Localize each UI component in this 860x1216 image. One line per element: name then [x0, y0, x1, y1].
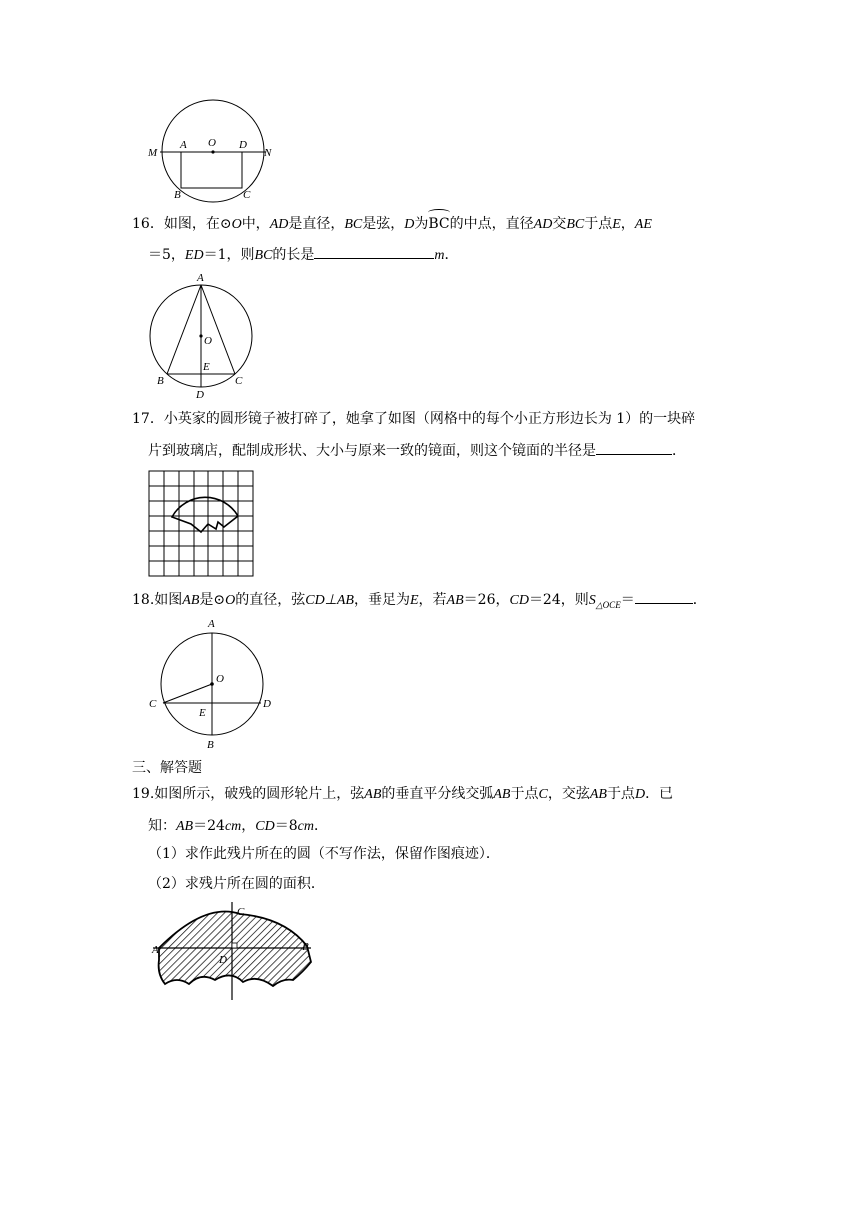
label-A: A [152, 944, 159, 956]
label-O: O [208, 137, 216, 149]
label-A: A [197, 272, 204, 284]
label-E: E [199, 707, 206, 719]
question-17-line1: 17．小英家的圆形镜子被打碎了，她拿了如图（网格中的每个小正方形边长为 1）的一块碎 [132, 411, 696, 427]
arc-bc: BC [428, 216, 450, 232]
question-16-line1: 16．如图，在⊙O中，AD是直径，BC是弦，D为BC的中点，直径AD交BC于点E，AE [132, 216, 652, 232]
label-C: C [149, 698, 157, 710]
question-19-part2: （2）求残片所在圆的面积． [148, 876, 325, 892]
answer-blank-16[interactable] [314, 244, 434, 259]
label-C: C [243, 189, 251, 201]
label-D: D [239, 139, 247, 151]
answer-blank-17[interactable] [596, 440, 672, 455]
question-16-line2: ＝5，ED＝1，则BC的长是 m． [148, 244, 459, 266]
label-D: D [219, 954, 227, 966]
label-O: O [216, 673, 224, 685]
label-D: D [263, 698, 271, 710]
label-M: M [148, 147, 158, 159]
figure-15-circle [140, 96, 280, 206]
label-N: N [264, 147, 272, 159]
label-E: E [203, 361, 210, 373]
label-A: A [180, 139, 187, 151]
question-19-part1: （1）求作此残片所在的圆（不写作法，保留作图痕迹）． [148, 846, 500, 862]
label-D: D [196, 389, 204, 401]
figure-18-circle [140, 614, 280, 754]
label-B: B [207, 739, 214, 751]
question-18-line: 18.如图AB是⊙O的直径，弦CD⊥AB，垂足为E，若AB＝26，CD＝24，则$S_{\triangle OCE}=$ ． [132, 589, 707, 615]
question-17-line2: 片到玻璃店，配制成形状、大小与原来一致的镜面，则这个镜面的半径是 ． [148, 440, 686, 461]
label-B: B [174, 189, 181, 201]
answer-blank-18[interactable] [635, 589, 693, 604]
label-C: C [237, 906, 245, 918]
figure-17-grid [148, 470, 254, 578]
question-19-line1: 19.如图所示，破残的圆形轮片上，弦AB的垂直平分线交弧AB于点C，交弦AB于点D．已 [132, 786, 674, 802]
question-19-line2: 知：AB＝24cm，CD＝8cm． [148, 818, 328, 834]
figure-16-circle [140, 270, 270, 402]
label-O: O [204, 335, 212, 347]
label-B: B [157, 375, 164, 387]
figure-19-broken-wheel [145, 900, 325, 1004]
label-B: B [302, 941, 309, 953]
label-C: C [235, 375, 243, 387]
mirror-fragment [172, 497, 238, 532]
section-heading: 三、解答题 [132, 760, 202, 776]
label-A: A [208, 618, 215, 630]
